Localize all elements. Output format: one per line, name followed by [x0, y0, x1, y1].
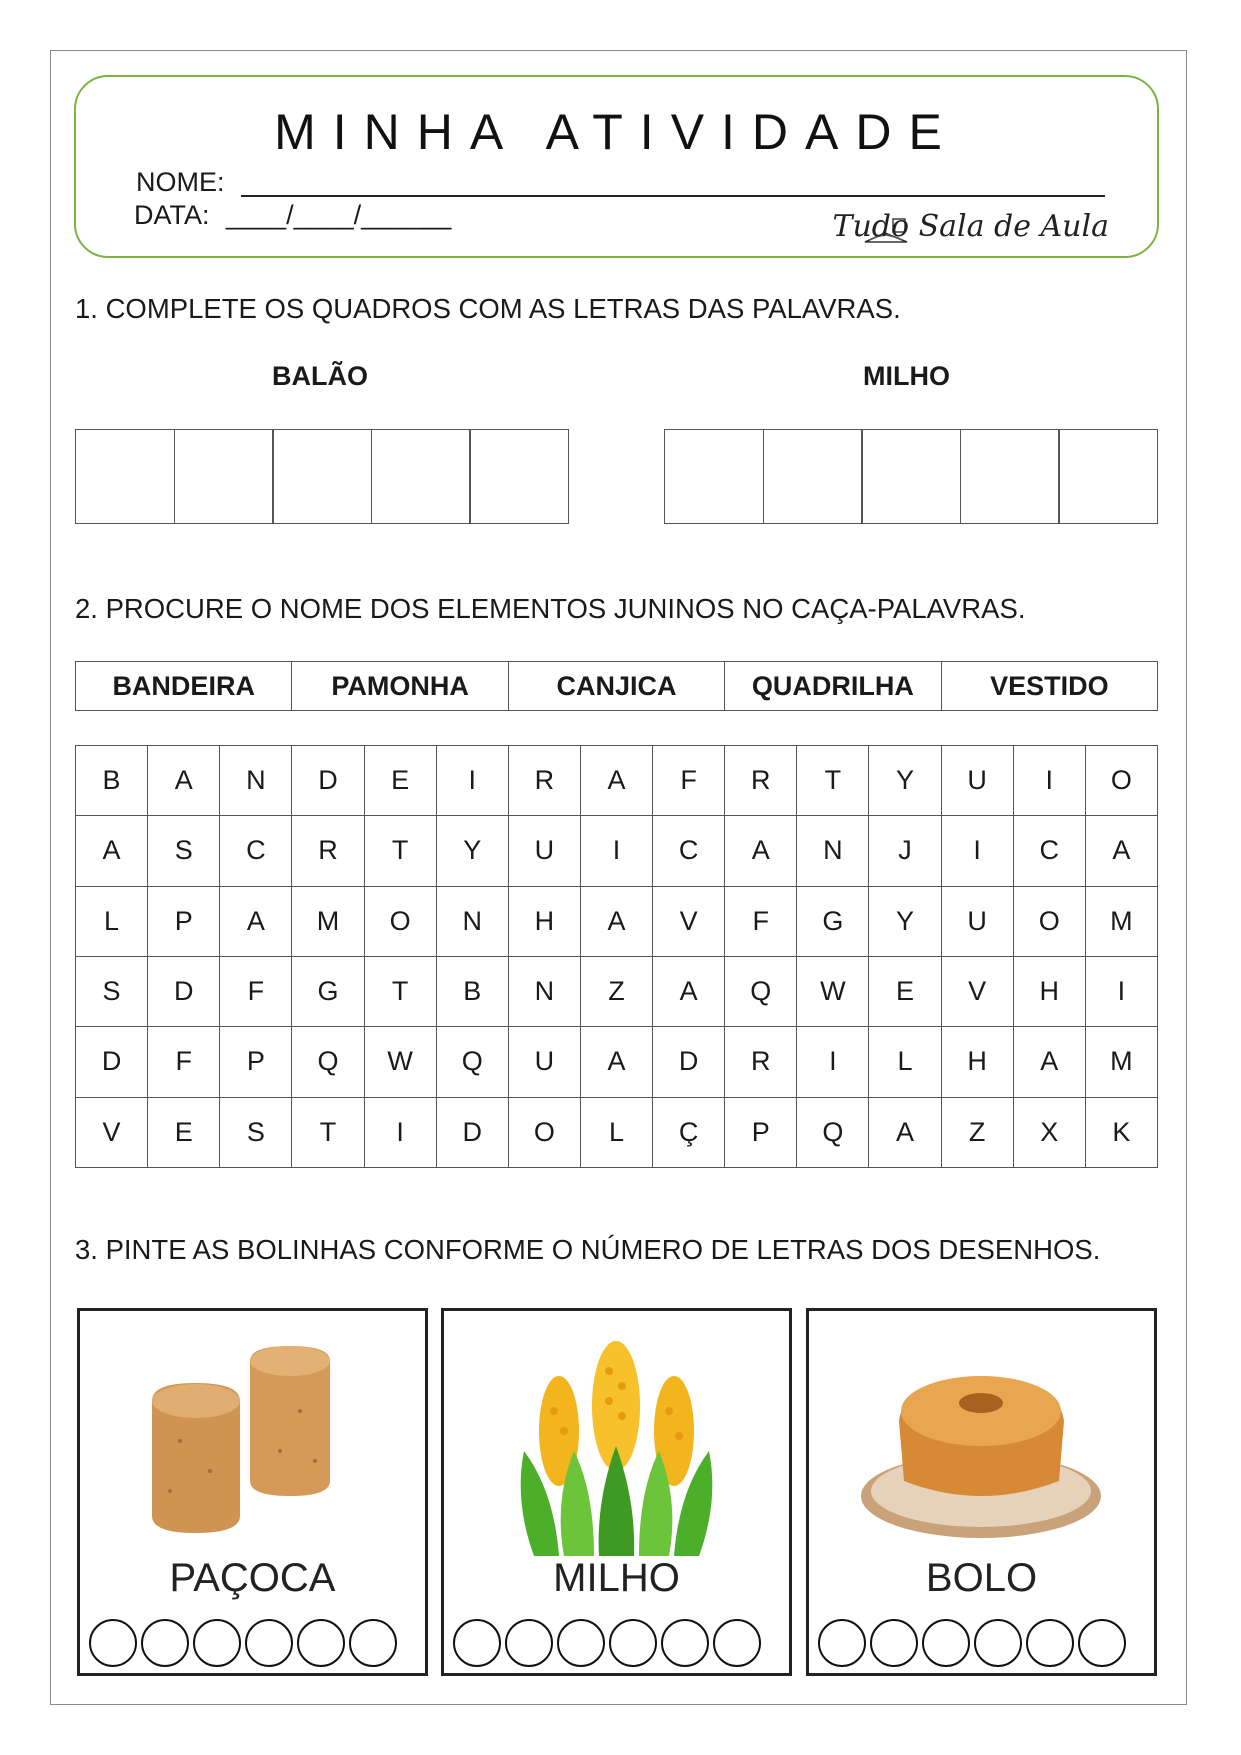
grid-letter[interactable]: Z: [581, 957, 653, 1027]
grid-letter[interactable]: A: [725, 816, 797, 886]
card-label: BOLO: [925, 1556, 1038, 1600]
grid-letter[interactable]: U: [509, 816, 581, 886]
grid-letter[interactable]: I: [581, 816, 653, 886]
grid-letter[interactable]: Y: [437, 816, 509, 886]
grid-letter[interactable]: F: [653, 746, 725, 816]
grid-letter[interactable]: H: [942, 1027, 1014, 1097]
grid-letter[interactable]: A: [76, 816, 148, 886]
answer-circles: [89, 1619, 397, 1667]
grid-letter[interactable]: Q: [292, 1027, 364, 1097]
grid-letter[interactable]: R: [509, 746, 581, 816]
grid-letter[interactable]: N: [437, 887, 509, 957]
grid-letter[interactable]: I: [797, 1027, 869, 1097]
name-label: NOME:: [136, 167, 225, 197]
answer-circle[interactable]: [713, 1619, 761, 1667]
answer-circle[interactable]: [245, 1619, 293, 1667]
answer-circle[interactable]: [661, 1619, 709, 1667]
question-3-text: 3. PINTE AS BOLINHAS CONFORME O NÚMERO DE LETRAS DOS DESENHOS.: [75, 1234, 1101, 1265]
grid-letter[interactable]: Z: [942, 1098, 1014, 1168]
grid-letter[interactable]: P: [220, 1027, 292, 1097]
answer-circles: [453, 1619, 761, 1667]
answer-circle[interactable]: [1078, 1619, 1126, 1667]
grid-letter[interactable]: W: [365, 1027, 437, 1097]
grid-letter[interactable]: R: [292, 816, 364, 886]
grid-letter[interactable]: Ç: [653, 1098, 725, 1168]
grid-letter[interactable]: N: [797, 816, 869, 886]
corn-image: [444, 1341, 789, 1561]
grid-letter[interactable]: C: [653, 816, 725, 886]
letter-box[interactable]: [664, 429, 764, 524]
grid-letter[interactable]: L: [76, 887, 148, 957]
grid-letter[interactable]: U: [509, 1027, 581, 1097]
grid-letter[interactable]: U: [942, 887, 1014, 957]
grid-letter[interactable]: D: [292, 746, 364, 816]
date-label: DATA:: [134, 200, 210, 230]
grid-letter[interactable]: D: [653, 1027, 725, 1097]
answer-circle[interactable]: [1026, 1619, 1074, 1667]
pacoca-image: [80, 1341, 425, 1561]
grid-letter[interactable]: Q: [725, 957, 797, 1027]
header-box: [74, 75, 1159, 258]
grid-letter[interactable]: B: [437, 957, 509, 1027]
word-1-title: BALÃO: [272, 361, 368, 391]
word-bank-item: VESTIDO: [941, 662, 1157, 710]
grid-letter[interactable]: D: [148, 957, 220, 1027]
grid-letter[interactable]: F: [725, 887, 797, 957]
grid-letter[interactable]: F: [220, 957, 292, 1027]
grid-letter[interactable]: P: [148, 887, 220, 957]
grid-letter[interactable]: V: [653, 887, 725, 957]
grid-letter[interactable]: T: [292, 1098, 364, 1168]
grid-letter[interactable]: S: [220, 1098, 292, 1168]
word-bank-item: CANJICA: [508, 662, 724, 710]
grid-letter[interactable]: H: [1014, 957, 1086, 1027]
letter-box[interactable]: [763, 429, 863, 524]
picture-card-bolo: [806, 1308, 1157, 1676]
answer-circles: [818, 1619, 1126, 1667]
grid-letter[interactable]: I: [942, 816, 1014, 886]
grid-letter[interactable]: G: [292, 957, 364, 1027]
answer-circle[interactable]: [870, 1619, 918, 1667]
card-label: PAÇOCA: [169, 1556, 336, 1600]
grid-letter[interactable]: C: [220, 816, 292, 886]
grid-letter[interactable]: A: [148, 746, 220, 816]
answer-circle[interactable]: [141, 1619, 189, 1667]
letter-box[interactable]: [469, 429, 569, 524]
grid-letter[interactable]: B: [76, 746, 148, 816]
page-title: MINHA ATIVIDADE: [274, 104, 959, 160]
answer-circle[interactable]: [349, 1619, 397, 1667]
word-bank: [75, 661, 1158, 711]
answer-circle[interactable]: [89, 1619, 137, 1667]
grid-letter[interactable]: S: [76, 957, 148, 1027]
grid-letter[interactable]: M: [292, 887, 364, 957]
grid-letter[interactable]: A: [581, 1027, 653, 1097]
grid-letter[interactable]: Q: [437, 1027, 509, 1097]
grid-letter[interactable]: I: [437, 746, 509, 816]
grid-letter[interactable]: V: [76, 1098, 148, 1168]
grid-letter[interactable]: K: [1086, 1098, 1158, 1168]
grid-letter[interactable]: D: [437, 1098, 509, 1168]
grid-letter[interactable]: A: [581, 887, 653, 957]
grid-letter[interactable]: J: [869, 816, 941, 886]
grid-letter[interactable]: G: [797, 887, 869, 957]
grid-letter[interactable]: O: [1014, 887, 1086, 957]
grid-letter[interactable]: O: [365, 887, 437, 957]
grid-letter[interactable]: N: [220, 746, 292, 816]
word-bank-item: BANDEIRA: [112, 670, 255, 701]
grid-letter[interactable]: M: [1086, 887, 1158, 957]
answer-circle[interactable]: [974, 1619, 1022, 1667]
answer-circle[interactable]: [557, 1619, 605, 1667]
letter-boxes-balao: [75, 429, 569, 524]
grid-letter[interactable]: H: [509, 887, 581, 957]
picture-card-milho: [441, 1308, 792, 1676]
grid-letter[interactable]: C: [1014, 816, 1086, 886]
letter-box[interactable]: [861, 429, 961, 524]
letter-box[interactable]: [174, 429, 274, 524]
grid-letter[interactable]: N: [509, 957, 581, 1027]
word-search-grid: [75, 745, 1158, 1168]
question-1-text: 1. COMPLETE OS QUADROS COM AS LETRAS DAS PALAVRAS.: [75, 293, 901, 324]
answer-circle[interactable]: [297, 1619, 345, 1667]
grid-letter[interactable]: Y: [869, 887, 941, 957]
answer-circle[interactable]: [505, 1619, 553, 1667]
grid-letter[interactable]: D: [76, 1027, 148, 1097]
grid-letter[interactable]: R: [725, 746, 797, 816]
letter-boxes-milho: [664, 429, 1158, 524]
name-field[interactable]: [241, 195, 1105, 197]
answer-circle[interactable]: [922, 1619, 970, 1667]
grid-letter[interactable]: T: [797, 746, 869, 816]
word-bank-item: QUADRILHA: [724, 662, 940, 710]
grid-letter[interactable]: V: [942, 957, 1014, 1027]
brand-logo: Tudo Sala de Aula: [832, 209, 1109, 244]
grid-letter[interactable]: W: [797, 957, 869, 1027]
letter-box[interactable]: [1058, 429, 1158, 524]
grid-letter[interactable]: A: [1014, 1027, 1086, 1097]
grid-letter[interactable]: I: [365, 1098, 437, 1168]
grid-letter[interactable]: A: [1086, 816, 1158, 886]
grid-letter[interactable]: P: [725, 1098, 797, 1168]
date-field[interactable]: ____/____/______: [226, 200, 452, 230]
grid-letter[interactable]: Q: [797, 1098, 869, 1168]
question-2-text: 2. PROCURE O NOME DOS ELEMENTOS JUNINOS NO CAÇA-PALAVRAS.: [75, 593, 1026, 624]
grid-letter[interactable]: O: [1086, 746, 1158, 816]
grid-letter[interactable]: I: [1014, 746, 1086, 816]
letter-box[interactable]: [272, 429, 372, 524]
grid-letter[interactable]: M: [1086, 1027, 1158, 1097]
grid-letter[interactable]: U: [942, 746, 1014, 816]
grid-letter[interactable]: R: [725, 1027, 797, 1097]
grid-letter[interactable]: L: [869, 1027, 941, 1097]
grid-letter[interactable]: Y: [869, 746, 941, 816]
grid-letter[interactable]: I: [1086, 957, 1158, 1027]
grid-letter[interactable]: X: [1014, 1098, 1086, 1168]
answer-circle[interactable]: [609, 1619, 657, 1667]
grid-letter[interactable]: E: [869, 957, 941, 1027]
grid-letter[interactable]: A: [581, 746, 653, 816]
word-2-title: MILHO: [863, 361, 950, 391]
grid-letter[interactable]: T: [365, 816, 437, 886]
grid-letter[interactable]: A: [869, 1098, 941, 1168]
answer-circle[interactable]: [818, 1619, 866, 1667]
grid-letter[interactable]: A: [220, 887, 292, 957]
letter-box[interactable]: [960, 429, 1060, 524]
grid-letter[interactable]: O: [509, 1098, 581, 1168]
grid-letter[interactable]: L: [581, 1098, 653, 1168]
grid-letter[interactable]: S: [148, 816, 220, 886]
grid-letter[interactable]: F: [148, 1027, 220, 1097]
word-bank-item: PAMONHA: [291, 662, 507, 710]
grid-letter[interactable]: A: [653, 957, 725, 1027]
grid-letter[interactable]: E: [148, 1098, 220, 1168]
answer-circle[interactable]: [193, 1619, 241, 1667]
answer-circle[interactable]: [453, 1619, 501, 1667]
grid-letter[interactable]: E: [365, 746, 437, 816]
picture-card-pacoca: [77, 1308, 428, 1676]
letter-box[interactable]: [371, 429, 471, 524]
cake-image: [809, 1341, 1154, 1561]
letter-box[interactable]: [75, 429, 175, 524]
card-label: MILHO: [553, 1556, 680, 1600]
grid-letter[interactable]: T: [365, 957, 437, 1027]
